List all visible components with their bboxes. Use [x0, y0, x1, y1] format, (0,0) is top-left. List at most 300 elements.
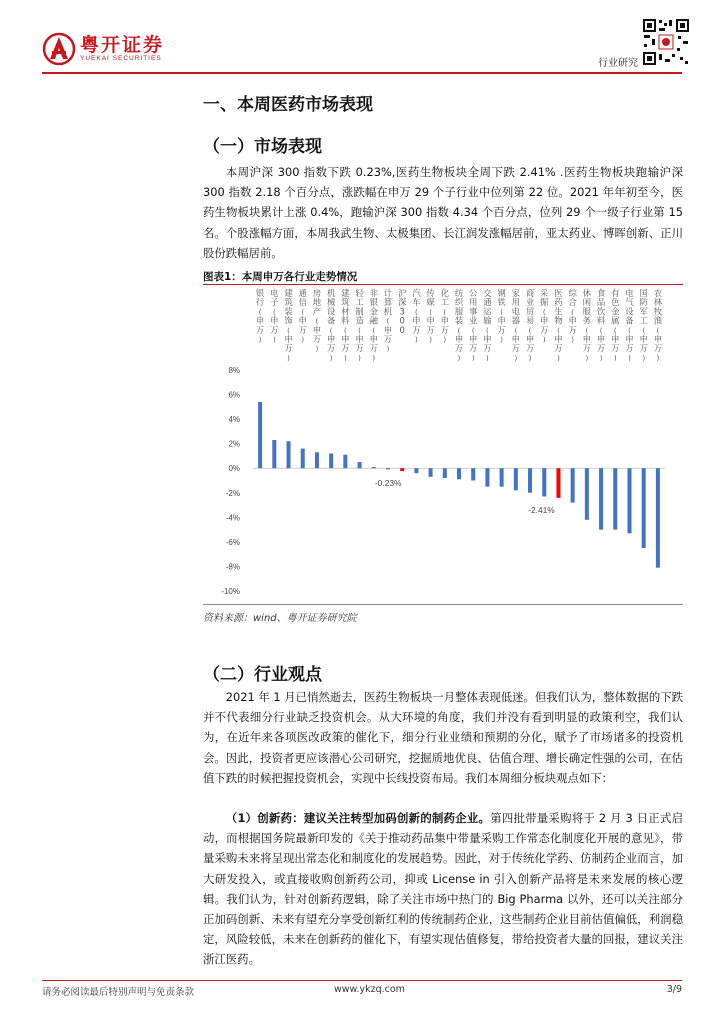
x-category-char: 服 — [454, 306, 464, 317]
x-category-char: 工 — [440, 297, 449, 308]
x-category-label — [469, 288, 478, 362]
x-category-char: ( — [372, 326, 376, 335]
x-category-char: 服 — [582, 306, 592, 317]
x-category-char: 申 — [525, 334, 535, 344]
chart-bar — [457, 468, 461, 479]
x-category-char: ( — [557, 326, 560, 335]
x-category-char: 申 — [582, 334, 592, 344]
chart-bar-highlight — [556, 468, 560, 498]
x-category-char: ( — [358, 326, 361, 335]
x-category-char: 制 — [355, 306, 364, 317]
x-category-char: 申 — [653, 334, 663, 344]
chart-bar — [272, 440, 276, 468]
x-category-char: 事 — [469, 306, 478, 317]
y-tick-label: -2% — [225, 488, 240, 498]
x-category-char: ) — [258, 336, 262, 344]
x-category-char: 申 — [255, 315, 265, 326]
x-category-label — [568, 288, 577, 344]
x-category-char: ( — [315, 317, 319, 326]
x-category-char: 牧 — [653, 306, 663, 317]
x-category-char: 房 — [312, 288, 322, 298]
x-category-char: 万 — [625, 343, 634, 354]
x-category-char: ) — [287, 354, 290, 363]
y-tick-label: -6% — [225, 537, 240, 547]
x-category-char: 休 — [582, 288, 592, 298]
x-category-char: 工 — [355, 297, 364, 308]
x-category-char: 算 — [383, 297, 393, 308]
x-category-char: 万 — [341, 343, 350, 354]
subsection-title-outlook: （二）行业观点 — [203, 665, 322, 685]
x-category-char: 材 — [341, 306, 350, 317]
x-category-char: 物 — [554, 315, 563, 326]
figure-title: 图表1：本周申万各行业走势情况 — [203, 271, 358, 283]
x-category-label — [398, 288, 407, 335]
x-category-char: ) — [301, 336, 305, 344]
x-category-char: 运 — [483, 306, 492, 317]
x-category-char: 生 — [554, 306, 563, 317]
x-category-char: 万 — [412, 324, 421, 335]
x-category-char: 传 — [426, 288, 435, 298]
x-category-char: 申 — [511, 334, 521, 344]
x-category-char: 非 — [369, 288, 378, 298]
x-category-char: 申 — [639, 334, 648, 344]
x-category-char: 申 — [284, 334, 293, 344]
x-category-char: 申 — [383, 324, 393, 335]
x-category-char: 申 — [298, 315, 307, 326]
x-category-char: 万 — [497, 324, 506, 335]
innovative-drug-lead: （1）创新药：建议关注转型加码创新的制药企业。 — [225, 811, 491, 825]
logo-mark-icon — [42, 32, 76, 66]
figure-top-rule — [203, 284, 683, 285]
x-category-char: 备 — [625, 315, 634, 326]
chart-bar — [485, 468, 489, 486]
x-category-label — [426, 288, 435, 344]
x-category-char: 信 — [298, 297, 307, 308]
x-category-char: 万 — [369, 343, 378, 354]
x-category-char: 万 — [298, 324, 307, 335]
x-category-char: 万 — [454, 343, 464, 354]
x-category-char: 农 — [653, 288, 663, 298]
x-category-char: 万 — [483, 343, 492, 354]
x-category-char: 属 — [611, 315, 620, 326]
y-tick-label: 2% — [228, 439, 240, 449]
x-category-char: ( — [301, 308, 305, 317]
x-category-char: 万 — [568, 324, 577, 335]
x-category-char: 申 — [568, 315, 577, 326]
x-category-char: 造 — [355, 315, 364, 326]
x-category-label — [554, 288, 563, 362]
x-category-char: 易 — [525, 315, 535, 326]
x-category-char: 商 — [525, 288, 535, 298]
x-category-char: 0 — [399, 324, 405, 335]
chart-bar — [301, 449, 305, 469]
x-category-char: ) — [514, 354, 518, 363]
x-category-label — [640, 288, 649, 362]
x-category-label — [625, 288, 634, 362]
logo-chinese-name: 粤开证券 — [80, 34, 165, 56]
chart-bar — [471, 468, 475, 480]
x-category-char: 申 — [341, 334, 350, 344]
header-divider — [42, 72, 682, 74]
x-category-label — [497, 288, 506, 344]
x-category-char: 万 — [355, 343, 364, 354]
x-category-char: 工 — [639, 315, 648, 326]
x-category-char: 食 — [596, 288, 606, 298]
x-category-label — [327, 288, 336, 362]
x-category-char: 万 — [383, 334, 393, 344]
x-category-char: 万 — [312, 334, 322, 344]
x-category-char: 融 — [369, 315, 378, 326]
x-category-char: 万 — [270, 324, 279, 335]
x-category-char: ( — [613, 326, 617, 335]
x-category-char: 万 — [639, 343, 648, 354]
subsection-title-market: （一）市场表现 — [203, 137, 322, 157]
x-category-label — [355, 288, 364, 362]
x-category-char: 业 — [469, 315, 478, 326]
bar-data-label: -2.41% — [528, 504, 555, 515]
chart-bar — [656, 468, 660, 567]
x-category-label — [526, 288, 535, 362]
x-category-char: 电 — [270, 288, 279, 298]
chart-bar — [372, 467, 376, 468]
x-category-char: ) — [343, 354, 347, 363]
x-category-char: 轻 — [355, 288, 364, 298]
x-category-char: 万 — [596, 343, 606, 354]
x-category-char: ) — [486, 354, 489, 363]
x-category-char: 申 — [312, 324, 322, 335]
x-category-char: 国 — [639, 288, 648, 298]
x-category-char: 防 — [639, 297, 648, 308]
market-performance-text: 本周沪深 300 指数下跌 0.23%,医药生物板块全周下跌 2.41% .医药生物板块跑输沪深 300 指数 2.18 个百分点，涨跌幅在申万 29 个子行业中位列第 22 位。2021 年年初至今，医药生物板块累计上涨 0.4%，跑输沪深 300 指数 4.34 个百分点，位列 29 个一级子行业第 15 名。个股涨幅方面，本周我武生物、太极集团、长江润发涨幅居前，亚太药业、博晖创新、正川股份跌幅居前。 — [203, 165, 683, 260]
x-category-char: 织 — [454, 297, 464, 308]
chart-bar — [514, 468, 518, 490]
x-category-label — [540, 288, 549, 344]
y-tick-label: -10% — [221, 587, 240, 596]
x-category-char: 银 — [255, 288, 265, 298]
x-category-char: ) — [642, 354, 646, 363]
x-category-char: ) — [429, 336, 432, 344]
x-category-char: ( — [542, 308, 546, 317]
innovative-drug-paragraph — [203, 808, 683, 970]
figure-source: 资料来源：wind、粤开证券研究院 — [203, 613, 357, 624]
chart-bar — [571, 468, 575, 502]
x-category-char: 申 — [326, 334, 336, 344]
innovative-drug-body: 第四批带量采购将于 2 月 3 日正式启动，而根据国务院最新印发的《关于推动药品集中带量采购工作常态化制度化开展的意见》，带量采购未来将呈现出常态化和制度化的发展趋势。因此，对于传统化学药、仿制药企业而言，加大研发投入，或直接收购创新药公司，抑或 License in 引入创新产品将是未来发展的核心逻辑。我们认为，针对创新药逻辑，除了关注市场中热门的 Big Pharma 以外，还可以关注部分正加码创新、未来有望充分享受创新红利的传统制药企业，这些制药企业目前估值偏低，利润稳定，风险较低，未来在创新药的催化下，有望实现估值修复，带给投资者大量的回报，建议关注浙江医药。 — [203, 811, 683, 967]
y-tick-label: 6% — [228, 390, 240, 400]
x-category-char: ) — [599, 354, 603, 363]
x-category-char: ) — [443, 336, 447, 344]
x-category-char: ( — [329, 326, 333, 335]
x-category-char: 汽 — [412, 288, 421, 298]
chart-bar — [542, 468, 546, 496]
x-category-char: ) — [542, 336, 546, 344]
x-category-char: ( — [514, 326, 518, 335]
x-category-char: ) — [471, 354, 475, 363]
y-tick-label: 0% — [228, 464, 240, 474]
x-category-label — [412, 288, 421, 344]
x-category-char: ( — [415, 308, 418, 317]
x-category-label — [313, 288, 322, 353]
x-category-char: 筑 — [284, 297, 293, 308]
chart-bar-highlight — [400, 468, 404, 471]
x-category-char: 料 — [596, 315, 606, 326]
figure-bottom-rule — [203, 604, 683, 605]
x-category-char: 申 — [426, 315, 435, 326]
x-category-char: 采 — [540, 288, 549, 298]
x-category-label — [299, 288, 308, 344]
x-category-char: ) — [272, 336, 276, 344]
x-category-char: 机 — [326, 288, 336, 298]
x-category-char: 建 — [284, 288, 293, 298]
x-category-char: 万 — [326, 343, 336, 354]
chart-bar — [443, 468, 447, 478]
x-category-char: 媒 — [426, 297, 435, 308]
chart-bar — [258, 402, 262, 468]
x-category-char: ( — [429, 308, 432, 317]
industry-performance-chart — [203, 287, 683, 602]
chart-bar — [642, 468, 646, 548]
x-category-char: 通 — [483, 297, 492, 308]
x-category-char: ) — [613, 354, 617, 363]
x-category-char: 万 — [525, 343, 535, 354]
x-category-char: ( — [457, 326, 461, 335]
logo-english-name: YUEKAI SECURITIES — [80, 55, 162, 62]
x-category-char: 车 — [412, 297, 421, 308]
x-category-char: 万 — [540, 324, 549, 335]
x-category-char: 合 — [568, 297, 577, 308]
x-category-char: 申 — [540, 315, 549, 326]
x-category-char: 林 — [653, 297, 663, 308]
x-category-char: 万 — [255, 324, 265, 335]
x-category-char: ) — [457, 354, 461, 363]
x-category-char: 地 — [312, 297, 322, 308]
x-category-char: 渔 — [653, 315, 663, 326]
chart-bar — [627, 468, 631, 533]
footer-website-link[interactable]: www.ykzq.com — [334, 984, 405, 995]
company-logo — [42, 32, 164, 66]
section-title: 一、本周医药市场表现 — [203, 95, 373, 115]
footer-divider — [42, 980, 682, 981]
y-tick-label: 8% — [228, 366, 240, 375]
x-category-char: 万 — [611, 343, 620, 354]
x-category-char: ( — [628, 326, 631, 335]
x-category-char: 3 — [399, 306, 405, 317]
x-category-char: 务 — [582, 315, 592, 326]
x-category-label — [384, 288, 393, 353]
x-category-char: ) — [315, 345, 319, 354]
x-category-char: 用 — [511, 297, 521, 308]
y-tick-label: 4% — [228, 415, 240, 425]
x-category-char: 用 — [469, 297, 478, 308]
x-category-label — [512, 288, 521, 362]
x-category-char: ) — [557, 354, 560, 363]
x-category-char: ) — [628, 354, 631, 363]
industry-outlook-paragraph — [203, 687, 683, 788]
x-category-char: 闲 — [582, 297, 592, 308]
x-category-char: 万 — [469, 343, 478, 354]
x-category-char: 沪 — [397, 288, 407, 298]
x-category-char: ( — [471, 326, 475, 335]
x-category-char: ( — [528, 326, 532, 335]
x-category-char: 申 — [469, 334, 478, 344]
x-category-char: 机 — [383, 306, 393, 317]
x-category-char: ( — [272, 308, 276, 317]
chart-bar — [500, 468, 504, 486]
x-category-char: 公 — [469, 288, 478, 298]
x-category-char: 输 — [483, 315, 492, 326]
x-category-char: 申 — [355, 334, 364, 344]
chart-bar — [414, 468, 418, 473]
x-category-char: 药 — [554, 297, 563, 308]
x-category-char: ( — [571, 308, 575, 317]
x-category-char: 气 — [625, 297, 634, 308]
x-category-char: ( — [656, 326, 660, 335]
x-category-char: 申 — [611, 334, 620, 344]
chart-bar — [613, 468, 617, 529]
x-category-char: ) — [415, 336, 418, 344]
x-category-char: ) — [358, 354, 361, 363]
x-category-char: 万 — [511, 343, 521, 354]
x-category-label — [611, 288, 620, 362]
x-category-char: ) — [500, 336, 503, 344]
x-category-char: 电 — [511, 306, 521, 317]
x-category-label — [583, 288, 592, 362]
x-category-char: 设 — [326, 306, 336, 317]
x-category-label — [597, 288, 606, 362]
x-category-char: 掘 — [540, 297, 549, 308]
x-category-char: ) — [372, 354, 376, 363]
x-category-label — [441, 288, 450, 344]
x-category-char: 申 — [454, 334, 464, 344]
x-category-char: 万 — [554, 343, 563, 354]
x-category-char: 申 — [270, 315, 279, 326]
x-category-label — [654, 288, 663, 362]
market-performance-paragraph — [203, 162, 683, 263]
x-category-char: 医 — [554, 288, 563, 298]
x-category-char: 子 — [270, 297, 279, 308]
x-category-char: 通 — [298, 288, 307, 298]
x-category-char: 家 — [511, 288, 521, 298]
x-category-char: 筑 — [341, 297, 350, 308]
x-category-label — [270, 288, 279, 344]
x-category-char: ) — [656, 354, 660, 363]
chart-bar — [343, 455, 347, 469]
chart-bar — [358, 462, 362, 468]
x-category-char: 万 — [284, 343, 293, 354]
x-category-char: ( — [443, 308, 447, 317]
innovative-drug-text — [203, 808, 683, 970]
x-category-char: ( — [599, 326, 603, 335]
x-category-char: 纺 — [454, 288, 464, 298]
x-category-char: 铁 — [497, 297, 506, 308]
x-category-char: ( — [386, 317, 390, 326]
chart-bar — [528, 468, 532, 493]
x-category-char: 电 — [625, 288, 634, 298]
x-category-char: 申 — [625, 334, 634, 344]
x-category-label — [341, 288, 350, 362]
x-category-char: 料 — [341, 315, 350, 326]
x-category-char: 万 — [582, 343, 592, 354]
x-category-char: 申 — [440, 315, 449, 326]
x-category-char: ( — [258, 308, 262, 317]
x-category-char: 饮 — [596, 306, 606, 317]
x-category-char: 行 — [255, 297, 265, 308]
x-category-char: 械 — [326, 297, 336, 308]
x-category-label — [370, 288, 379, 362]
chart-bar — [585, 468, 589, 520]
x-category-char: 装 — [284, 306, 293, 317]
x-category-char: 备 — [326, 315, 336, 326]
x-category-char: 申 — [483, 334, 492, 344]
report-type-label: 行业研究 — [598, 58, 638, 69]
x-category-label — [483, 288, 492, 362]
x-category-char: 设 — [625, 306, 634, 317]
bar-data-label: -0.23% — [374, 478, 402, 489]
x-category-char: 深 — [397, 297, 407, 308]
x-category-char: 计 — [383, 288, 393, 298]
x-category-char: 0 — [399, 315, 405, 326]
x-category-char: 交 — [483, 288, 492, 298]
x-category-char: 建 — [341, 288, 350, 298]
chart-bar — [386, 468, 390, 469]
industry-outlook-text: 2021 年 1 月已悄然逝去，医药生物板块一月整体表现低迷。但我们认为，整体数据的下跌并不代表细分行业缺乏投资机会。从大环境的角度，我们并没有看到明显的政策利空，我们认为，在近年来各项医改政策的催化下，细分行业业绩和预期的分化，赋予了市场诸多的投资机会。因此，投资者更应该潜心公司研究，挖掘质地优良、估值合理、增长确定性强的公司，在估值下跌的时候把握投资机会，实现中长线投资布局。我们本周细分板块观点如下： — [203, 690, 683, 785]
x-category-char: 装 — [454, 315, 464, 326]
x-category-char: 申 — [369, 334, 378, 344]
y-tick-label: -4% — [225, 513, 240, 523]
x-category-char: 器 — [511, 315, 521, 326]
x-category-char: 品 — [596, 297, 606, 308]
x-category-char: 申 — [412, 315, 421, 326]
x-category-char: 申 — [497, 315, 506, 326]
x-category-char: 综 — [568, 288, 577, 298]
x-category-char: 化 — [440, 288, 449, 298]
x-category-char: 万 — [426, 324, 435, 335]
x-category-char: ) — [386, 345, 390, 354]
x-category-char: ) — [585, 354, 589, 363]
x-category-char: ( — [287, 326, 290, 335]
chart-bar — [329, 453, 333, 468]
x-category-char: 申 — [554, 334, 563, 344]
x-category-char: 色 — [611, 297, 620, 308]
x-category-char: 钢 — [497, 288, 506, 298]
x-category-char: ) — [571, 336, 575, 344]
page-header — [0, 0, 724, 72]
x-category-char: 贸 — [525, 306, 535, 317]
x-category-char: 万 — [653, 343, 663, 354]
x-category-char: 申 — [596, 334, 606, 344]
x-category-char: 金 — [369, 306, 378, 317]
x-category-char: 金 — [611, 306, 620, 317]
x-category-label — [455, 288, 464, 362]
qr-code-icon — [642, 18, 690, 66]
x-category-char: 饰 — [284, 315, 293, 326]
page-number: 3/9 — [666, 984, 682, 995]
x-category-char: ( — [585, 326, 589, 335]
x-category-char: ) — [528, 354, 532, 363]
x-category-char: 业 — [525, 297, 535, 308]
x-category-char: 军 — [639, 306, 648, 317]
chart-bar — [599, 468, 603, 529]
x-category-char: 万 — [440, 324, 449, 335]
x-category-char: 有 — [611, 288, 620, 298]
x-category-char: 产 — [312, 306, 322, 317]
x-category-char: ( — [486, 326, 489, 335]
x-category-char: ( — [642, 326, 646, 335]
x-category-char: ( — [500, 308, 503, 317]
x-category-label — [256, 288, 265, 344]
x-category-char: 银 — [369, 297, 378, 308]
x-category-char: ) — [329, 354, 333, 363]
